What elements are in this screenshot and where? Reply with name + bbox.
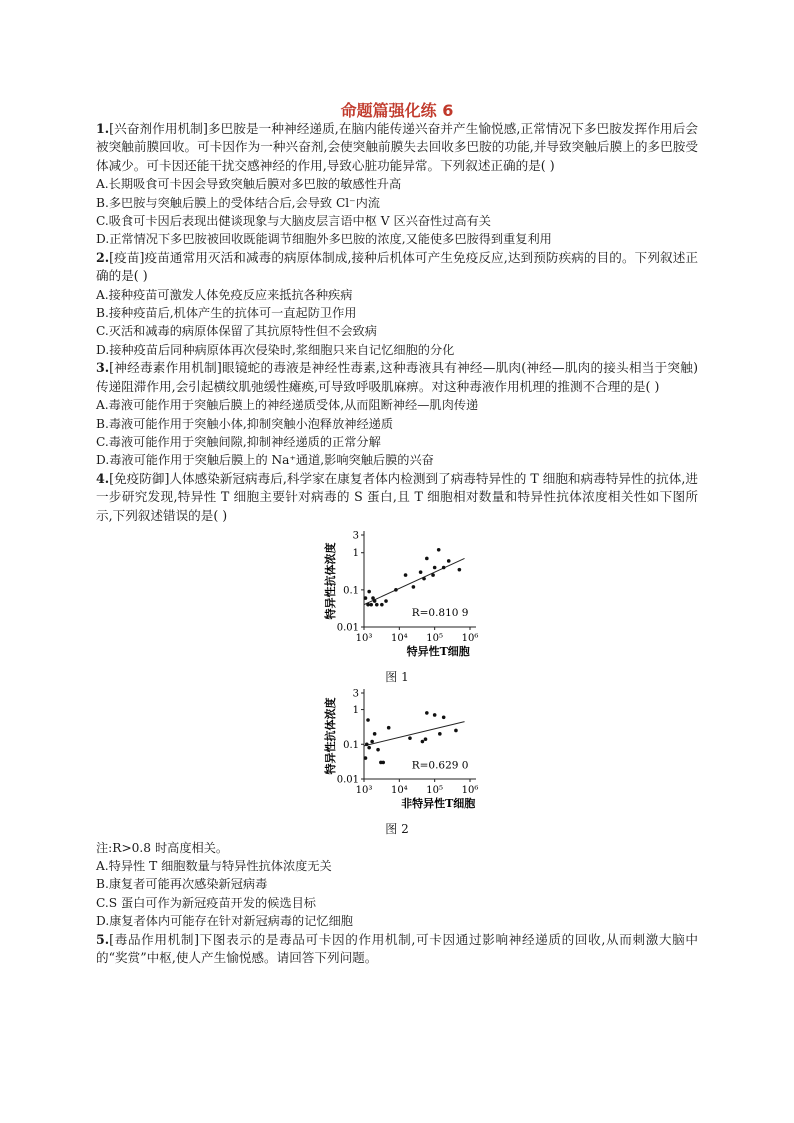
data-point	[364, 596, 368, 600]
page-title: 命题篇强化练 6	[340, 101, 454, 120]
data-point	[422, 577, 426, 581]
data-point	[433, 566, 437, 570]
data-point	[384, 599, 388, 603]
data-point	[412, 585, 416, 589]
y-tick-label: 1	[352, 548, 359, 560]
question-2-option-d: D.接种疫苗后同种病原体再次侵染时,浆细胞只来自记忆细胞的分化	[96, 342, 455, 357]
data-point	[387, 726, 391, 730]
data-point	[375, 603, 379, 607]
data-point	[367, 746, 371, 750]
data-point	[424, 737, 428, 741]
question-1-option-b: B.多巴胺与突触后膜上的受体结合后,会导致 Cl⁻内流	[96, 195, 380, 210]
question-4-option-a: A.特异性 T 细胞数量与特异性抗体浓度无关	[96, 858, 332, 873]
question-3-stem: 3.[神经毒素作用机制]眼镜蛇的毒液是神经性毒素,这种毒液具有神经—肌肉(神经—肌肉的接头相当于突触)传递阻滞作用,会引起横纹肌弛缓性瘫痪,可导致呼吸肌麻痹。对这种毒液作用机理的推测不合理的是( )	[96, 360, 698, 394]
y-tick-label: 1	[352, 704, 359, 716]
data-point	[365, 742, 369, 746]
data-point	[373, 732, 377, 736]
x-axis-label: 非特异性T细胞	[401, 796, 476, 810]
question-4-note: 注:R>0.8 时高度相关。	[96, 840, 229, 855]
y-tick-label: 0.1	[343, 585, 359, 597]
question-2-option-c: C.灭活和减毒的病原体保留了其抗原特性但不会致病	[96, 324, 377, 339]
question-2-option-b: B.接种疫苗后,机体产生的抗体可一直起防卫作用	[96, 306, 357, 321]
question-2-stem: 2.[疫苗]疫苗通常用灭活和减毒的病原体制成,接种后机体可产生免疫反应,达到预防疾病的目的。下列叙述正确的是( )	[96, 249, 698, 284]
x-axis-label: 特异性T细胞	[406, 644, 470, 658]
question-1-option-a: A.长期吸食可卡因会导致突触后膜对多巴胺的敏感性升高	[96, 177, 402, 192]
x-tick-label: 10⁶	[461, 784, 479, 796]
question-4-stem: 4.[免疫防御]人体感染新冠病毒后,科学家在康复者体内检测到了病毒特异性的 T 细胞和病毒特异性的抗体,进一步研究发现,特异性 T 细胞主要针对病毒的 S 蛋白,且 T 细胞相对数量和特异性抗体浓度相关性如下图所示,下列叙述错误的是( )	[96, 470, 698, 523]
data-point	[366, 603, 370, 607]
question-3-option-b: B.毒液可能作用于突触小体,抑制突触小泡释放神经递质	[96, 416, 394, 431]
data-point	[442, 715, 446, 719]
question-4-option-d: D.康复者体内可能存在针对新冠病毒的记忆细胞	[96, 914, 353, 929]
data-point	[454, 728, 458, 732]
data-point	[437, 548, 441, 552]
question-3-option-c: C.毒液可能作用于突触间隙,抑制神经递质的正常分解	[96, 434, 381, 449]
y-tick-label: 0.01	[336, 622, 359, 634]
data-point	[442, 566, 446, 570]
figure-1-caption: 图 1	[385, 670, 409, 685]
trend-line	[364, 721, 465, 745]
figure-1-scatter-chart	[96, 525, 698, 663]
y-tick-label: 0.01	[336, 774, 359, 786]
question-4-option-c: C.S 蛋白可作为新冠疫苗开发的候选目标	[96, 895, 316, 910]
x-tick-label: 10⁶	[461, 632, 479, 644]
question-1-option-d: D.正常情况下多巴胺被回收既能调节细胞外多巴胺的浓度,又能使多巴胺得到重复利用	[96, 232, 552, 247]
trend-line	[364, 558, 465, 604]
data-point	[364, 756, 368, 760]
data-point	[367, 590, 371, 594]
question-5-stem: 5.[毒品作用机制]下图表示的是毒品可卡因的作用机制,可卡因通过影响神经递质的回收,从而刺激大脑中的“奖赏”中枢,使人产生愉悦感。请回答下列问题。	[96, 931, 698, 965]
x-tick-label: 10⁴	[390, 632, 408, 644]
figure-1	[96, 525, 698, 687]
question-1-stem: 1.[兴奋剂作用机制]多巴胺是一种神经递质,在脑内能传递兴奋并产生愉悦感,正常情况下多巴胺发挥作用后会被突触前膜回收。可卡因作为一种兴奋剂,会使突触前膜失去回收多巴胺的功能,并导致突触后膜上的多巴胺受体减少。可卡因还能干扰交感神经的作用,导致心脏功能异常。下列叙述正确的是( )	[96, 121, 698, 173]
data-point	[433, 713, 437, 717]
data-point	[458, 568, 462, 572]
data-point	[373, 599, 377, 603]
data-point	[380, 603, 384, 607]
data-point	[381, 760, 385, 764]
y-axis-label: 特异性抗体浓度	[324, 697, 337, 775]
data-point	[404, 573, 408, 577]
data-point	[419, 570, 423, 574]
data-point	[370, 739, 374, 743]
question-2-option-a: A.接种疫苗可激发人体免疫反应来抵抗各种疾病	[96, 287, 353, 302]
data-point	[366, 718, 370, 722]
x-tick-label: 10⁴	[390, 784, 408, 796]
x-tick-label: 10⁵	[426, 632, 444, 644]
figure-2	[96, 687, 698, 839]
y-tick-label: 0.1	[343, 739, 359, 751]
y-axis-label: 特异性抗体浓度	[324, 542, 337, 620]
correlation-annotation: R=0.629 0	[411, 759, 469, 772]
figure-2-scatter-chart	[96, 687, 698, 815]
x-tick-label: 10³	[355, 784, 373, 796]
y-tick-label: 3	[352, 688, 359, 700]
data-point	[408, 736, 412, 740]
data-point	[376, 748, 380, 752]
correlation-annotation: R=0.810 9	[411, 606, 469, 619]
question-1-option-c: C.吸食可卡因后表现出健谈现象与大脑皮层言语中枢 V 区兴奋性过高有关	[96, 214, 491, 229]
data-point	[425, 711, 429, 715]
question-4-option-b: B.康复者可能再次感染新冠病毒	[96, 877, 268, 892]
data-point	[421, 739, 425, 743]
data-point	[394, 588, 398, 592]
data-point	[438, 732, 442, 736]
data-point	[369, 603, 373, 607]
question-3-option-d: D.毒液可能作用于突触后膜上的 Na⁺通道,影响突触后膜的兴奋	[96, 453, 434, 468]
data-point	[425, 557, 429, 561]
figure-2-caption: 图 2	[385, 822, 409, 837]
y-tick-label: 3	[352, 530, 359, 542]
question-3-option-a: A.毒液可能作用于突触后膜上的神经递质受体,从而阻断神经—肌肉传递	[96, 398, 479, 413]
x-tick-label: 10⁵	[426, 784, 444, 796]
x-tick-label: 10³	[355, 632, 373, 644]
data-point	[447, 559, 451, 563]
worksheet-body	[96, 120, 698, 967]
data-point	[431, 573, 435, 577]
